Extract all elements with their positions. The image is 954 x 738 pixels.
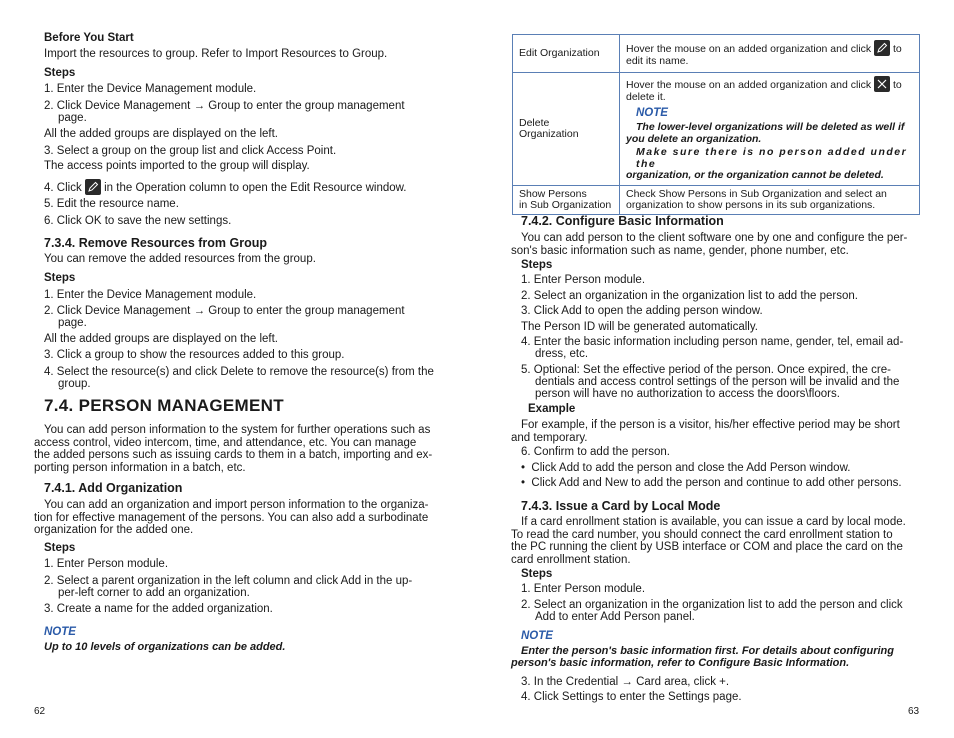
step-note: All the added groups are displayed on the left.	[44, 128, 278, 140]
paragraph: For example, if the person is a visitor, his/her effective period may be short and temporary.	[511, 419, 900, 444]
note-text: Up to 10 levels of organizations can be added.	[44, 641, 286, 653]
step-item: 1. Enter the Device Management module.	[44, 83, 257, 95]
table-row	[513, 73, 920, 186]
step-item: 3. In the Credential → Card area, click +.	[521, 676, 730, 688]
step-note: The Person ID will be generated automatically.	[521, 321, 758, 333]
bullet-item: • Click Add and New to add the person and continue to add other persons.	[521, 477, 902, 489]
step-note: All the added groups are displayed on the left.	[44, 333, 278, 345]
steps-label: Steps	[44, 542, 76, 554]
note-label: NOTE	[521, 630, 553, 642]
step-item-cont: dentials and access control settings of the person will be invalid and the	[535, 376, 900, 388]
step-item: 2. Click Device Management → Group to enter the group management	[44, 100, 405, 112]
step-item: 3. Create a name for the added organization.	[44, 603, 273, 615]
step-item: 6. Confirm to add the person.	[521, 446, 670, 458]
step-item-cont: Add to enter Add Person panel.	[535, 611, 695, 623]
page-number: 63	[908, 706, 920, 717]
table-cell: Check Show Persons in Sub Organization and select an organization to show persons in its sub organizations.	[620, 185, 920, 214]
page-number: 62	[34, 706, 46, 717]
steps-label: Steps	[44, 67, 76, 79]
steps-label: Steps	[521, 259, 553, 271]
step-item-cont: person will have no authorization to access the doors\floors.	[535, 388, 840, 400]
section-heading-7-4-2: 7.4.2. Configure Basic Information	[521, 214, 724, 228]
table-cell: Hover the mouse on an added organization and click to edit its name.	[620, 35, 920, 73]
table-cell: Delete Organization	[513, 73, 620, 186]
step-item-cont: dress, etc.	[535, 348, 589, 360]
edit-icon	[85, 179, 101, 195]
step-item: 4. Click Settings to enter the Settings page.	[521, 691, 742, 703]
edit-icon	[874, 40, 890, 56]
step-item: 5. Optional: Set the effective period of the person. Once expired, the cre-	[521, 364, 891, 376]
section-heading-7-4: 7.4. PERSON MANAGEMENT	[44, 396, 284, 415]
step-item: 3. Select a group on the group list and click Access Point.	[44, 145, 337, 157]
paragraph: You can remove the added resources from the group.	[44, 253, 316, 265]
note-text: The lower-level organizations will be deleted as well if you delete an organization. Make sure there is no person added under the organization, or the organization cannot be deleted.	[626, 121, 908, 181]
steps-label: Steps	[521, 568, 553, 580]
step-item: 1. Enter Person module.	[44, 558, 169, 570]
paragraph: If a card enrollment station is available, you can issue a card by local mode. To read the card number, you should connect the card enrollment station to the PC running the client by USB interface or COM and place the card on the card enrollment station.	[511, 516, 906, 566]
table-row	[513, 185, 920, 214]
step-item: 1. Enter Person module.	[521, 274, 646, 286]
section-heading-7-4-3: 7.4.3. Issue a Card by Local Mode	[521, 499, 721, 513]
step-item-cont: page.	[58, 317, 87, 329]
before-start-heading: Before You Start	[44, 32, 134, 44]
section-heading-7-3-4: 7.3.4. Remove Resources from Group	[44, 236, 267, 250]
step-item: 5. Edit the resource name.	[44, 198, 179, 210]
step-item-cont: group.	[58, 378, 91, 390]
example-label: Example	[528, 403, 576, 415]
step-item: 2. Click Device Management → Group to enter the group management	[44, 305, 405, 317]
paragraph: You can add person to the client software one by one and configure the per- son's basic information such as name, gender, phone number, etc.	[511, 232, 908, 257]
organization-actions-table	[512, 34, 920, 215]
step-item: 6. Click OK to save the new settings.	[44, 215, 232, 227]
table-row	[513, 35, 920, 73]
step-item: 3. Click a group to show the resources added to this group.	[44, 349, 345, 361]
note-label: NOTE	[636, 107, 668, 119]
delete-icon	[874, 76, 890, 92]
step-item: 2. Select a parent organization in the left column and click Add in the up-	[44, 575, 413, 587]
note-label: NOTE	[44, 626, 76, 638]
section-heading-7-4-1: 7.4.1. Add Organization	[44, 481, 183, 495]
bullet-item: • Click Add to add the person and close the Add Person window.	[521, 462, 851, 474]
table-cell: Show Persons in Sub Organization	[513, 185, 620, 214]
step-item: 1. Enter the Device Management module.	[44, 289, 257, 301]
table-cell: Hover the mouse on an added organization and click to delete it. NOTE The lower-level organizations will be deleted as well if you delete an organization. Make sure there is no person added under the organization, or the organization cannot be deleted.	[620, 73, 920, 186]
step-item-cont: per-left corner to add an organization.	[58, 587, 250, 599]
before-start-text: Import the resources to group. Refer to Import Resources to Group.	[44, 48, 388, 60]
paragraph: You can add person information to the system for further operations such as access control, video intercom, time, and attendance, etc. You can manage the added persons such as issuing cards to them in a batch, importing and ex- porting person information in a batch, etc.	[34, 424, 433, 474]
step-item: 2. Select an organization in the organization list to add the person.	[521, 290, 858, 302]
step-item: 4. Enter the basic information including person name, gender, tel, email ad-	[521, 336, 904, 348]
paragraph: You can add an organization and import person information to the organiza- tion for effective management of the persons. You can also add a surbodinate organization for the added one.	[34, 499, 429, 536]
step-item: 3. Click Add to open the adding person window.	[521, 305, 763, 317]
step-note: The access points imported to the group will display.	[44, 160, 310, 172]
step-item: 4. Click in the Operation column to open the Edit Resource window.	[44, 179, 407, 196]
step-item: 1. Enter Person module.	[521, 583, 646, 595]
steps-label: Steps	[44, 272, 76, 284]
note-text: Enter the person's basic information first. For details about configuring person's basic information, refer to Configure Basic Information.	[511, 645, 894, 669]
step-item-cont: page.	[58, 112, 87, 124]
table-cell: Edit Organization	[513, 35, 620, 73]
step-item: 2. Select an organization in the organization list to add the person and click	[521, 599, 903, 611]
step-item: 4. Select the resource(s) and click Delete to remove the resource(s) from the	[44, 366, 434, 378]
